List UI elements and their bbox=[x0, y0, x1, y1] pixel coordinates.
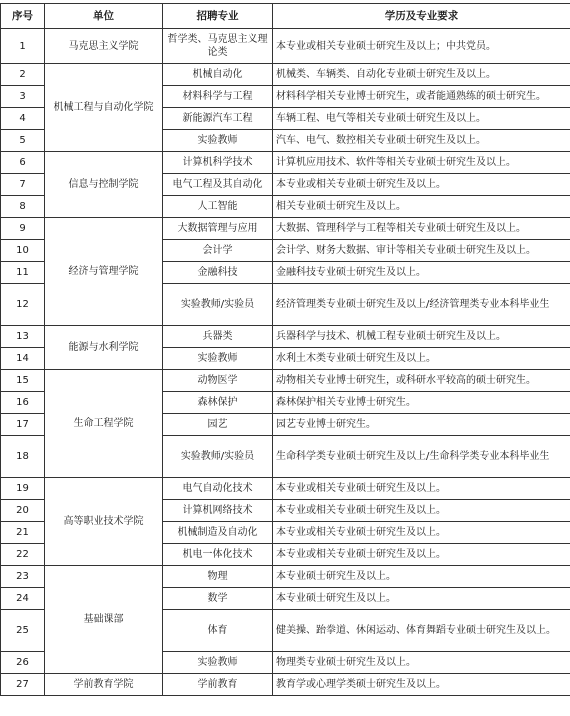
row-number: 7 bbox=[1, 174, 45, 196]
row-number: 4 bbox=[1, 108, 45, 130]
requirement-cell: 本专业或相关专业硕士研究生及以上。 bbox=[273, 174, 570, 196]
major-cell: 物理 bbox=[163, 566, 273, 588]
header-major: 招聘专业 bbox=[163, 4, 273, 29]
row-number: 16 bbox=[1, 392, 45, 414]
requirement-cell: 汽车、电气、数控相关专业硕士研究生及以上。 bbox=[273, 130, 570, 152]
row-number: 9 bbox=[1, 218, 45, 240]
major-cell: 电气自动化技术 bbox=[163, 478, 273, 500]
major-cell: 金融科技 bbox=[163, 262, 273, 284]
major-cell: 哲学类、马克思主义理论类 bbox=[163, 29, 273, 64]
unit-cell: 机械工程与自动化学院 bbox=[45, 64, 163, 152]
row-number: 12 bbox=[1, 284, 45, 326]
row-number: 3 bbox=[1, 86, 45, 108]
row-number: 10 bbox=[1, 240, 45, 262]
requirement-cell: 本专业或相关专业硕士研究生及以上；中共党员。 bbox=[273, 29, 570, 64]
requirement-cell: 材料科学相关专业博士研究生，或者能通熟练的硕士研究生。 bbox=[273, 86, 570, 108]
row-number: 27 bbox=[1, 674, 45, 696]
major-cell: 园艺 bbox=[163, 414, 273, 436]
row-number: 24 bbox=[1, 588, 45, 610]
table-row bbox=[1, 370, 570, 392]
major-cell: 计算机网络技术 bbox=[163, 500, 273, 522]
requirement-cell: 物理类专业硕士研究生及以上。 bbox=[273, 652, 570, 674]
row-number: 19 bbox=[1, 478, 45, 500]
major-cell: 学前教育 bbox=[163, 674, 273, 696]
recruitment-table bbox=[0, 3, 570, 696]
row-number: 2 bbox=[1, 64, 45, 86]
requirement-cell: 教育学或心理学类硕士研究生及以上。 bbox=[273, 674, 570, 696]
header-requirements: 学历及专业要求 bbox=[273, 4, 570, 29]
major-cell: 计算机科学技术 bbox=[163, 152, 273, 174]
major-cell: 实验教师/实验员 bbox=[163, 284, 273, 326]
major-cell: 大数据管理与应用 bbox=[163, 218, 273, 240]
row-number: 8 bbox=[1, 196, 45, 218]
requirement-cell: 动物相关专业博士研究生，或科研水平较高的硕士研究生。 bbox=[273, 370, 570, 392]
unit-cell: 经济与管理学院 bbox=[45, 218, 163, 326]
requirement-cell: 本专业硕士研究生及以上。 bbox=[273, 588, 570, 610]
row-number: 17 bbox=[1, 414, 45, 436]
row-number: 6 bbox=[1, 152, 45, 174]
requirement-cell: 机械类、车辆类、自动化专业硕士研究生及以上。 bbox=[273, 64, 570, 86]
table-header-row bbox=[1, 4, 570, 29]
table-row bbox=[1, 64, 570, 86]
row-number: 13 bbox=[1, 326, 45, 348]
major-cell: 兵器类 bbox=[163, 326, 273, 348]
requirement-cell: 经济管理类专业硕士研究生及以上/经济管理类专业本科毕业生 bbox=[273, 284, 570, 326]
table-row bbox=[1, 674, 570, 696]
row-number: 15 bbox=[1, 370, 45, 392]
table-row bbox=[1, 152, 570, 174]
major-cell: 动物医学 bbox=[163, 370, 273, 392]
requirement-cell: 本专业或相关专业硕士研究生及以上。 bbox=[273, 522, 570, 544]
requirement-cell: 金融科技专业硕士研究生及以上。 bbox=[273, 262, 570, 284]
major-cell: 人工智能 bbox=[163, 196, 273, 218]
requirement-cell: 车辆工程、电气等相关专业硕士研究生及以上。 bbox=[273, 108, 570, 130]
major-cell: 会计学 bbox=[163, 240, 273, 262]
table-row bbox=[1, 566, 570, 588]
header-unit: 单位 bbox=[45, 4, 163, 29]
requirement-cell: 计算机应用技术、软件等相关专业硕士研究生及以上。 bbox=[273, 152, 570, 174]
requirement-cell: 水利土木类专业硕士研究生及以上。 bbox=[273, 348, 570, 370]
major-cell: 实验教师/实验员 bbox=[163, 436, 273, 478]
row-number: 5 bbox=[1, 130, 45, 152]
major-cell: 机电一体化技术 bbox=[163, 544, 273, 566]
row-number: 1 bbox=[1, 29, 45, 64]
row-number: 21 bbox=[1, 522, 45, 544]
requirement-cell: 本专业或相关专业硕士研究生及以上。 bbox=[273, 500, 570, 522]
row-number: 20 bbox=[1, 500, 45, 522]
row-number: 23 bbox=[1, 566, 45, 588]
major-cell: 森林保护 bbox=[163, 392, 273, 414]
unit-cell: 生命工程学院 bbox=[45, 370, 163, 478]
requirement-cell: 大数据、管理科学与工程等相关专业硕士研究生及以上。 bbox=[273, 218, 570, 240]
unit-cell: 能源与水利学院 bbox=[45, 326, 163, 370]
requirement-cell: 兵器科学与技术、机械工程专业硕士研究生及以上。 bbox=[273, 326, 570, 348]
requirement-cell: 森林保护相关专业博士研究生。 bbox=[273, 392, 570, 414]
row-number: 11 bbox=[1, 262, 45, 284]
requirement-cell: 相关专业硕士研究生及以上。 bbox=[273, 196, 570, 218]
major-cell: 新能源汽车工程 bbox=[163, 108, 273, 130]
major-cell: 机械制造及自动化 bbox=[163, 522, 273, 544]
major-cell: 实验教师 bbox=[163, 348, 273, 370]
requirement-cell: 本专业或相关专业硕士研究生及以上。 bbox=[273, 544, 570, 566]
unit-cell: 信息与控制学院 bbox=[45, 152, 163, 218]
row-number: 14 bbox=[1, 348, 45, 370]
header-no: 序号 bbox=[1, 4, 45, 29]
row-number: 22 bbox=[1, 544, 45, 566]
row-number: 18 bbox=[1, 436, 45, 478]
requirement-cell: 本专业硕士研究生及以上。 bbox=[273, 566, 570, 588]
requirement-cell: 本专业或相关专业硕士研究生及以上。 bbox=[273, 478, 570, 500]
table-row bbox=[1, 218, 570, 240]
major-cell: 实验教师 bbox=[163, 130, 273, 152]
unit-cell: 高等职业技术学院 bbox=[45, 478, 163, 566]
major-cell: 电气工程及其自动化 bbox=[163, 174, 273, 196]
major-cell: 数学 bbox=[163, 588, 273, 610]
requirement-cell: 生命科学类专业硕士研究生及以上/生命科学类专业本科毕业生 bbox=[273, 436, 570, 478]
major-cell: 体育 bbox=[163, 610, 273, 652]
row-number: 26 bbox=[1, 652, 45, 674]
requirement-cell: 会计学、财务大数据、审计等相关专业硕士研究生及以上。 bbox=[273, 240, 570, 262]
requirement-cell: 健美操、跆拳道、休闲运动、体育舞蹈专业硕士研究生及以上。 bbox=[273, 610, 570, 652]
unit-cell: 学前教育学院 bbox=[45, 674, 163, 696]
major-cell: 材料科学与工程 bbox=[163, 86, 273, 108]
table-row bbox=[1, 478, 570, 500]
unit-cell: 基础课部 bbox=[45, 566, 163, 674]
requirement-cell: 园艺专业博士研究生。 bbox=[273, 414, 570, 436]
unit-cell: 马克思主义学院 bbox=[45, 29, 163, 64]
major-cell: 实验教师 bbox=[163, 652, 273, 674]
major-cell: 机械自动化 bbox=[163, 64, 273, 86]
table-row bbox=[1, 29, 570, 64]
table-row bbox=[1, 326, 570, 348]
row-number: 25 bbox=[1, 610, 45, 652]
